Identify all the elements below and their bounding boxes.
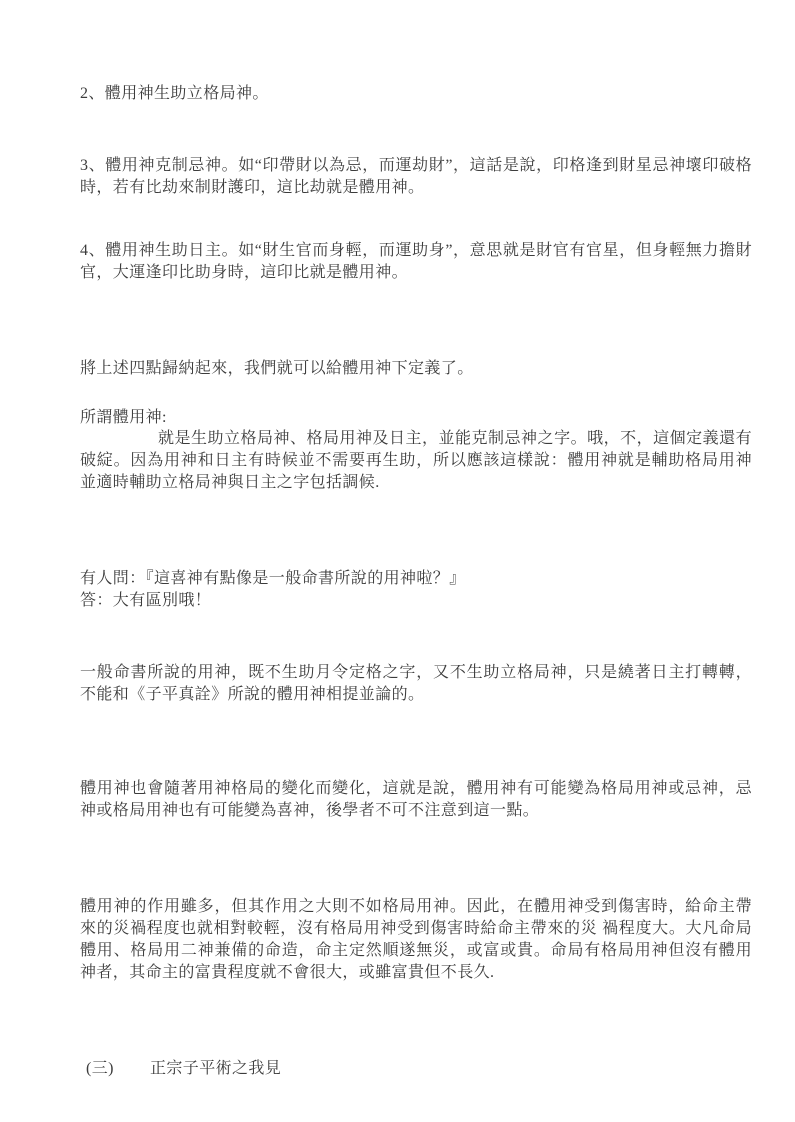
answer-line: 答：大有區別哦！ — [80, 592, 212, 609]
question-line: 有人問：『這喜神有點像是一般命書所說的用神啦？』 — [80, 570, 466, 587]
numbered-point-4: 4、體用神生助日主。如“財生官而身輕，而運助身”，意思就是財官有官星，但身輕無力擔財官，大運逢印比助身時，這印比就是體用神。 — [80, 242, 752, 281]
section-number: (三) — [86, 1060, 114, 1077]
numbered-point-2: 2、體用神生助立格局神。 — [80, 85, 269, 102]
section-heading — [86, 1058, 752, 1080]
function-paragraph: 體用神的作用雖多，但其作用之大則不如格局用神。因此，在體用神受到傷害時，給命主帶來的災禍程度也就相對較輕，沒有格局用神受到傷害時給命主帶來的災 禍程度大。大凡命局體用、格局用二神兼備的命造，命主定然順遂無災，或富或貴。命局有格局用神但沒有體用神者，其命主的富貴程度就不會很大，或雖富貴但不長久. — [80, 898, 752, 981]
definition-paragraph: 就是生助立格局神、格局用神及日主，並能克制忌神之字。哦，不，這個定義還有破綻。因為用神和日主有時候並不需要再生助，所以應該這樣說：體用神就是輔助格局用神並適時輔助立格局神與日主之字包括調候. — [80, 430, 752, 491]
section-title: 正宗子平術之我見 — [150, 1060, 282, 1077]
definition-label: 所謂體用神: — [80, 409, 167, 426]
change-note-paragraph: 體用神也會隨著用神格局的變化而變化，這就是說，體用神有可能變為格局用神或忌神，忌神或格局用神也有可能變為喜神，後學者不可不注意到這一點。 — [80, 780, 752, 819]
numbered-point-3: 3、體用神克制忌神。如“印帶財以為忌，而運劫財”，這話是說，印格逢到財星忌神壞印破格時，若有比劫來制財護印，這比劫就是體用神。 — [80, 157, 752, 196]
comparison-paragraph: 一般命書所說的用神，既不生助月令定格之字，又不生助立格局神，只是繞著日主打轉轉，不能和《子平真詮》所說的體用神相提並論的。 — [80, 664, 752, 703]
summary-paragraph: 將上述四點歸納起來，我們就可以給體用神下定義了。 — [80, 360, 474, 377]
